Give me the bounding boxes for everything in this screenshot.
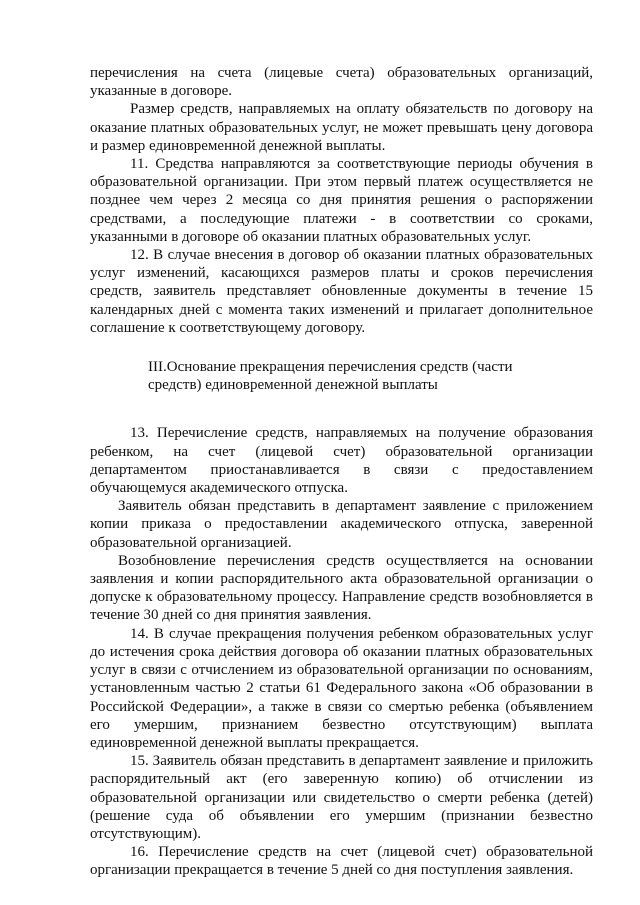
- section-heading: III.Основание прекращения перечисления средств (части средств) единовременной денежной выплаты: [148, 359, 513, 394]
- document-page: [90, 64, 593, 880]
- paragraph-applicant-obligation: Заявитель обязан представить в департамент заявление с приложением копии приказа о предоставлении академического отпуска, заверенной образовательной организацией.: [90, 498, 593, 551]
- paragraph-continuation: перечисления на счета (лицевые счета) образовательных организаций, указанные в договоре.: [90, 65, 593, 100]
- paragraph-13: 13. Перечисление средств, направляемых на получение образования ребенком, на счет (лицевой счет) образовательной организации департаментом приостанавливается в связи с предоставлением обучающемуся академического отпуска.: [90, 425, 593, 497]
- paragraph-16: 16. Перечисление средств на счет (лицевой счет) образовательной организации прекращается в течение 5 дней со дня поступления заявления.: [90, 844, 593, 879]
- paragraph-14: 14. В случае прекращения получения ребенком образовательных услуг до истечения срока действия договора об оказании платных образовательных услуг в связи с отчислением из образовательной организации по основаниям, установленным частью 2 статьи 61 Федерального закона «Об образовании в Российской Федерации», а также в связи со смертью ребенка (объявлением его умершим, признанием безвестно отсутствующим) выплата единовременной денежной выплаты прекращается.: [90, 625, 593, 751]
- paragraph-12: 12. В случае внесения в договор об оказании платных образовательных услуг изменений, касающихся размеров платы и сроков перечисления средств, заявитель представляет обновленные документы в течение 15 календарных дней с момента таких изменений и прилагает дополнительное соглашение к соответствующему договору.: [90, 247, 593, 336]
- paragraph-15: 15. Заявитель обязан представить в департамент заявление и приложить распорядительный акт (его заверенную копию) об отчислении из образовательной организации или свидетельство о смерти ребенка (детей) (решение суда об объявлении его умершим (признании безвестно отсутствующим).: [90, 753, 593, 842]
- paragraph-resumption: Возобновление перечисления средств осуществляется на основании заявления и копии распорядительного акта образовательной организации о допуске к образовательному процессу. Направление средств возобновляется в течение 30 дней со дня принятия заявления.: [90, 552, 593, 624]
- paragraph-payment-limit: Размер средств, направляемых на оплату обязательств по договору на оказание платных образовательных услуг, не может превышать цену договора и размер единовременной денежной выплаты.: [90, 101, 593, 154]
- paragraph-11: 11. Средства направляются за соответствующие периоды обучения в образовательной организации. При этом первый платеж осуществляется не позднее чем через 2 месяца со дня принятия решения о распоряжении средствами, а последующие платежи - в соответствии со сроками, указанными в договоре об оказании платных образовательных услуг.: [90, 156, 593, 245]
